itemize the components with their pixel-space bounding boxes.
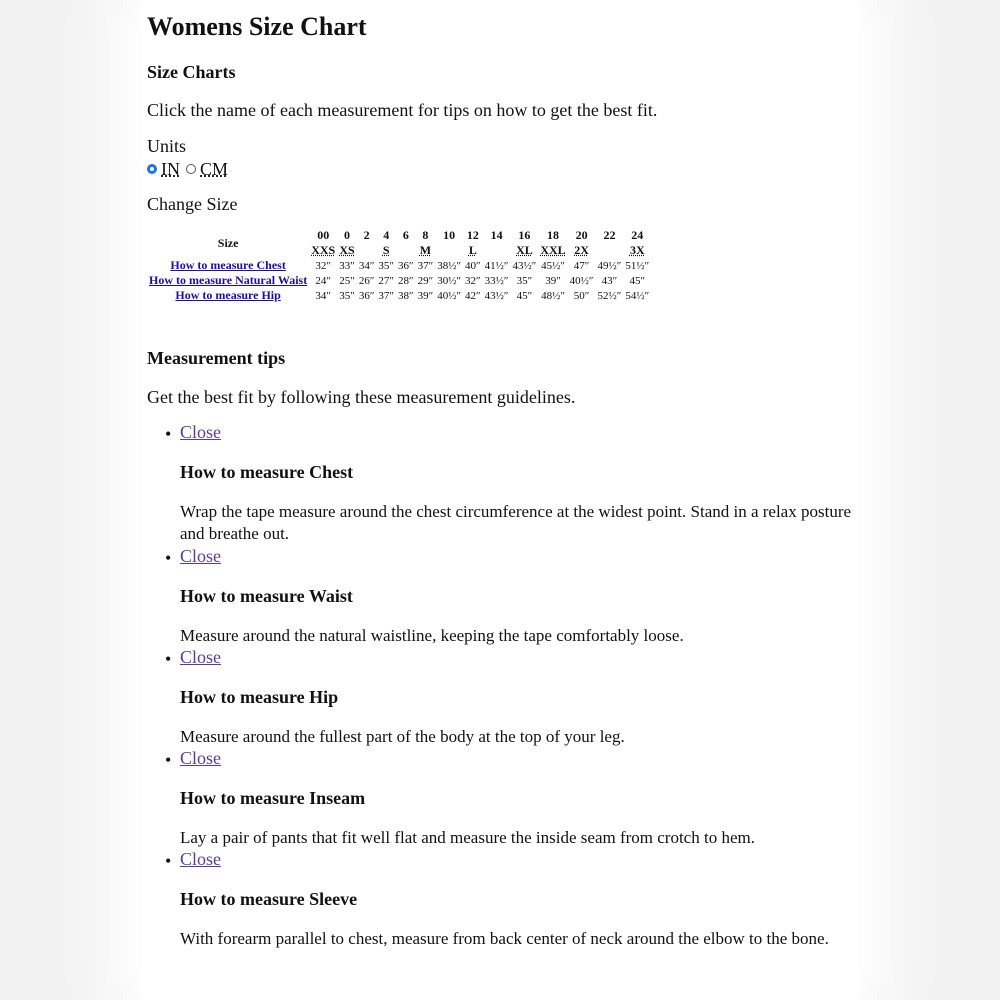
size-value: 43½″ — [512, 259, 537, 272]
size-value: 47″ — [573, 259, 590, 272]
size-value: 25″ — [339, 274, 355, 287]
size-letter — [435, 243, 463, 258]
measure-link[interactable]: How to measure Chest — [170, 258, 286, 272]
units-label: Units — [147, 136, 187, 156]
close-link[interactable]: Close — [180, 546, 222, 566]
size-letter — [596, 243, 624, 258]
bullet-icon: • — [165, 548, 172, 568]
size-value: 37″ — [378, 289, 395, 302]
size-chart-page — [140, 0, 860, 1000]
size-value: 39″ — [545, 274, 561, 287]
tip-body: Measure around the fullest part of the body at the top of your leg. — [180, 727, 625, 746]
table-row — [147, 288, 651, 303]
size-value: 30½″ — [437, 274, 462, 287]
size-letter: XXL — [540, 243, 566, 257]
close-link[interactable]: Close — [180, 422, 222, 442]
size-value: 33″ — [339, 259, 355, 272]
tips-intro: Get the best fit by following these measurement guidelines. — [147, 387, 576, 407]
tip-body: Measure around the natural waistline, keeping the tape comfortably loose. — [180, 626, 684, 645]
size-value: 45″ — [516, 289, 533, 302]
size-value: 50″ — [573, 289, 590, 302]
size-header: Size — [217, 235, 239, 250]
size-value: 52½″ — [597, 289, 622, 302]
size-table — [147, 228, 651, 303]
size-letter — [357, 243, 377, 258]
size-value: 51½″ — [625, 259, 650, 272]
size-value: 40″ — [465, 259, 481, 272]
tip-heading: How to measure Waist — [180, 586, 353, 606]
measurement-tips-heading: Measurement tips — [147, 348, 286, 368]
size-letter: 2X — [574, 243, 589, 257]
tip-heading: How to measure Sleeve — [180, 889, 358, 909]
table-row — [147, 258, 651, 273]
size-letter — [483, 243, 511, 258]
size-value: 49½″ — [597, 259, 622, 272]
size-number: 14 — [490, 228, 503, 242]
size-number: 6 — [402, 228, 409, 242]
size-letter: 3X — [629, 243, 645, 257]
size-letter: S — [382, 243, 390, 257]
size-value: 35″ — [339, 289, 355, 302]
page-title: Womens Size Chart — [147, 12, 367, 41]
size-value: 38″ — [398, 289, 414, 302]
size-number: 18 — [547, 228, 559, 242]
size-value: 41½″ — [484, 259, 509, 272]
size-value: 32″ — [315, 259, 332, 272]
size-letter: M — [419, 243, 432, 257]
size-number: 24 — [631, 228, 644, 242]
bullet-icon: • — [165, 424, 172, 444]
tip-body: Wrap the tape measure around the chest circumference at the widest point. Stand in a relax posture and breathe out. — [180, 502, 852, 543]
size-value: 45½″ — [541, 259, 565, 272]
tip-heading: How to measure Inseam — [180, 788, 366, 808]
size-value: 40½″ — [569, 274, 594, 287]
size-number: 22 — [603, 228, 616, 242]
size-value: 37″ — [417, 259, 434, 272]
size-value: 43″ — [601, 274, 618, 287]
size-letter: L — [468, 243, 477, 257]
size-value: 45″ — [629, 274, 646, 287]
intro-text: Click the name of each measurement for tips on how to get the best fit. — [147, 100, 658, 120]
size-number: 0 — [344, 228, 351, 242]
size-letter: XL — [516, 243, 533, 257]
size-value: 33½″ — [484, 274, 509, 287]
size-value: 32″ — [465, 274, 481, 287]
change-size-label: Change Size — [147, 194, 238, 214]
size-value: 39″ — [417, 289, 434, 302]
unit-in-label[interactable]: IN — [161, 159, 180, 179]
size-value: 29″ — [417, 274, 434, 287]
size-letter — [396, 243, 416, 258]
unit-in-radio[interactable] — [147, 164, 157, 174]
measure-link[interactable]: How to measure Natural Waist — [149, 273, 308, 287]
size-number: 20 — [575, 228, 588, 242]
size-charts-heading: Size Charts — [147, 62, 236, 82]
size-number: 12 — [466, 228, 479, 242]
size-value: 38½″ — [437, 259, 462, 272]
size-value: 35″ — [378, 259, 395, 272]
close-link[interactable]: Close — [180, 849, 222, 869]
tip-body: Lay a pair of pants that fit well flat and measure the inside seam from crotch to hem. — [180, 828, 755, 847]
size-value: 24″ — [315, 274, 332, 287]
size-value: 28″ — [398, 274, 414, 287]
close-link[interactable]: Close — [180, 647, 222, 667]
measure-link[interactable]: How to measure Hip — [175, 288, 281, 302]
size-value: 36″ — [358, 289, 375, 302]
tip-body: With forearm parallel to chest, measure from back center of neck around the elbow to the bone. — [180, 929, 829, 948]
size-value: 27″ — [378, 274, 395, 287]
bullet-icon: • — [165, 649, 172, 669]
size-number: 8 — [422, 228, 429, 242]
size-number: 10 — [443, 228, 456, 242]
size-value: 36″ — [398, 259, 414, 272]
size-value: 34″ — [358, 259, 375, 272]
size-value: 35″ — [516, 274, 533, 287]
size-number: 16 — [518, 228, 531, 242]
bullet-icon: • — [165, 750, 172, 770]
size-value: 26″ — [358, 274, 375, 287]
size-number: 00 — [317, 228, 330, 242]
size-number: 4 — [383, 228, 390, 242]
size-value: 34″ — [315, 289, 332, 302]
tip-heading: How to measure Hip — [180, 687, 339, 707]
units-radio-group — [147, 159, 234, 180]
size-value: 48½″ — [541, 289, 565, 302]
tip-heading: How to measure Chest — [180, 462, 354, 482]
size-letter: XS — [339, 243, 355, 257]
size-value: 43½″ — [484, 289, 509, 302]
size-letter: XXS — [311, 243, 336, 257]
size-number: 2 — [363, 228, 370, 242]
size-value: 40½″ — [437, 289, 462, 302]
table-row — [147, 273, 651, 288]
unit-cm-radio[interactable] — [186, 164, 196, 174]
unit-cm-label[interactable]: CM — [200, 159, 229, 179]
close-link[interactable]: Close — [180, 748, 222, 768]
bullet-icon: • — [165, 851, 172, 871]
size-value: 54½″ — [625, 289, 650, 302]
size-value: 42″ — [465, 289, 481, 302]
